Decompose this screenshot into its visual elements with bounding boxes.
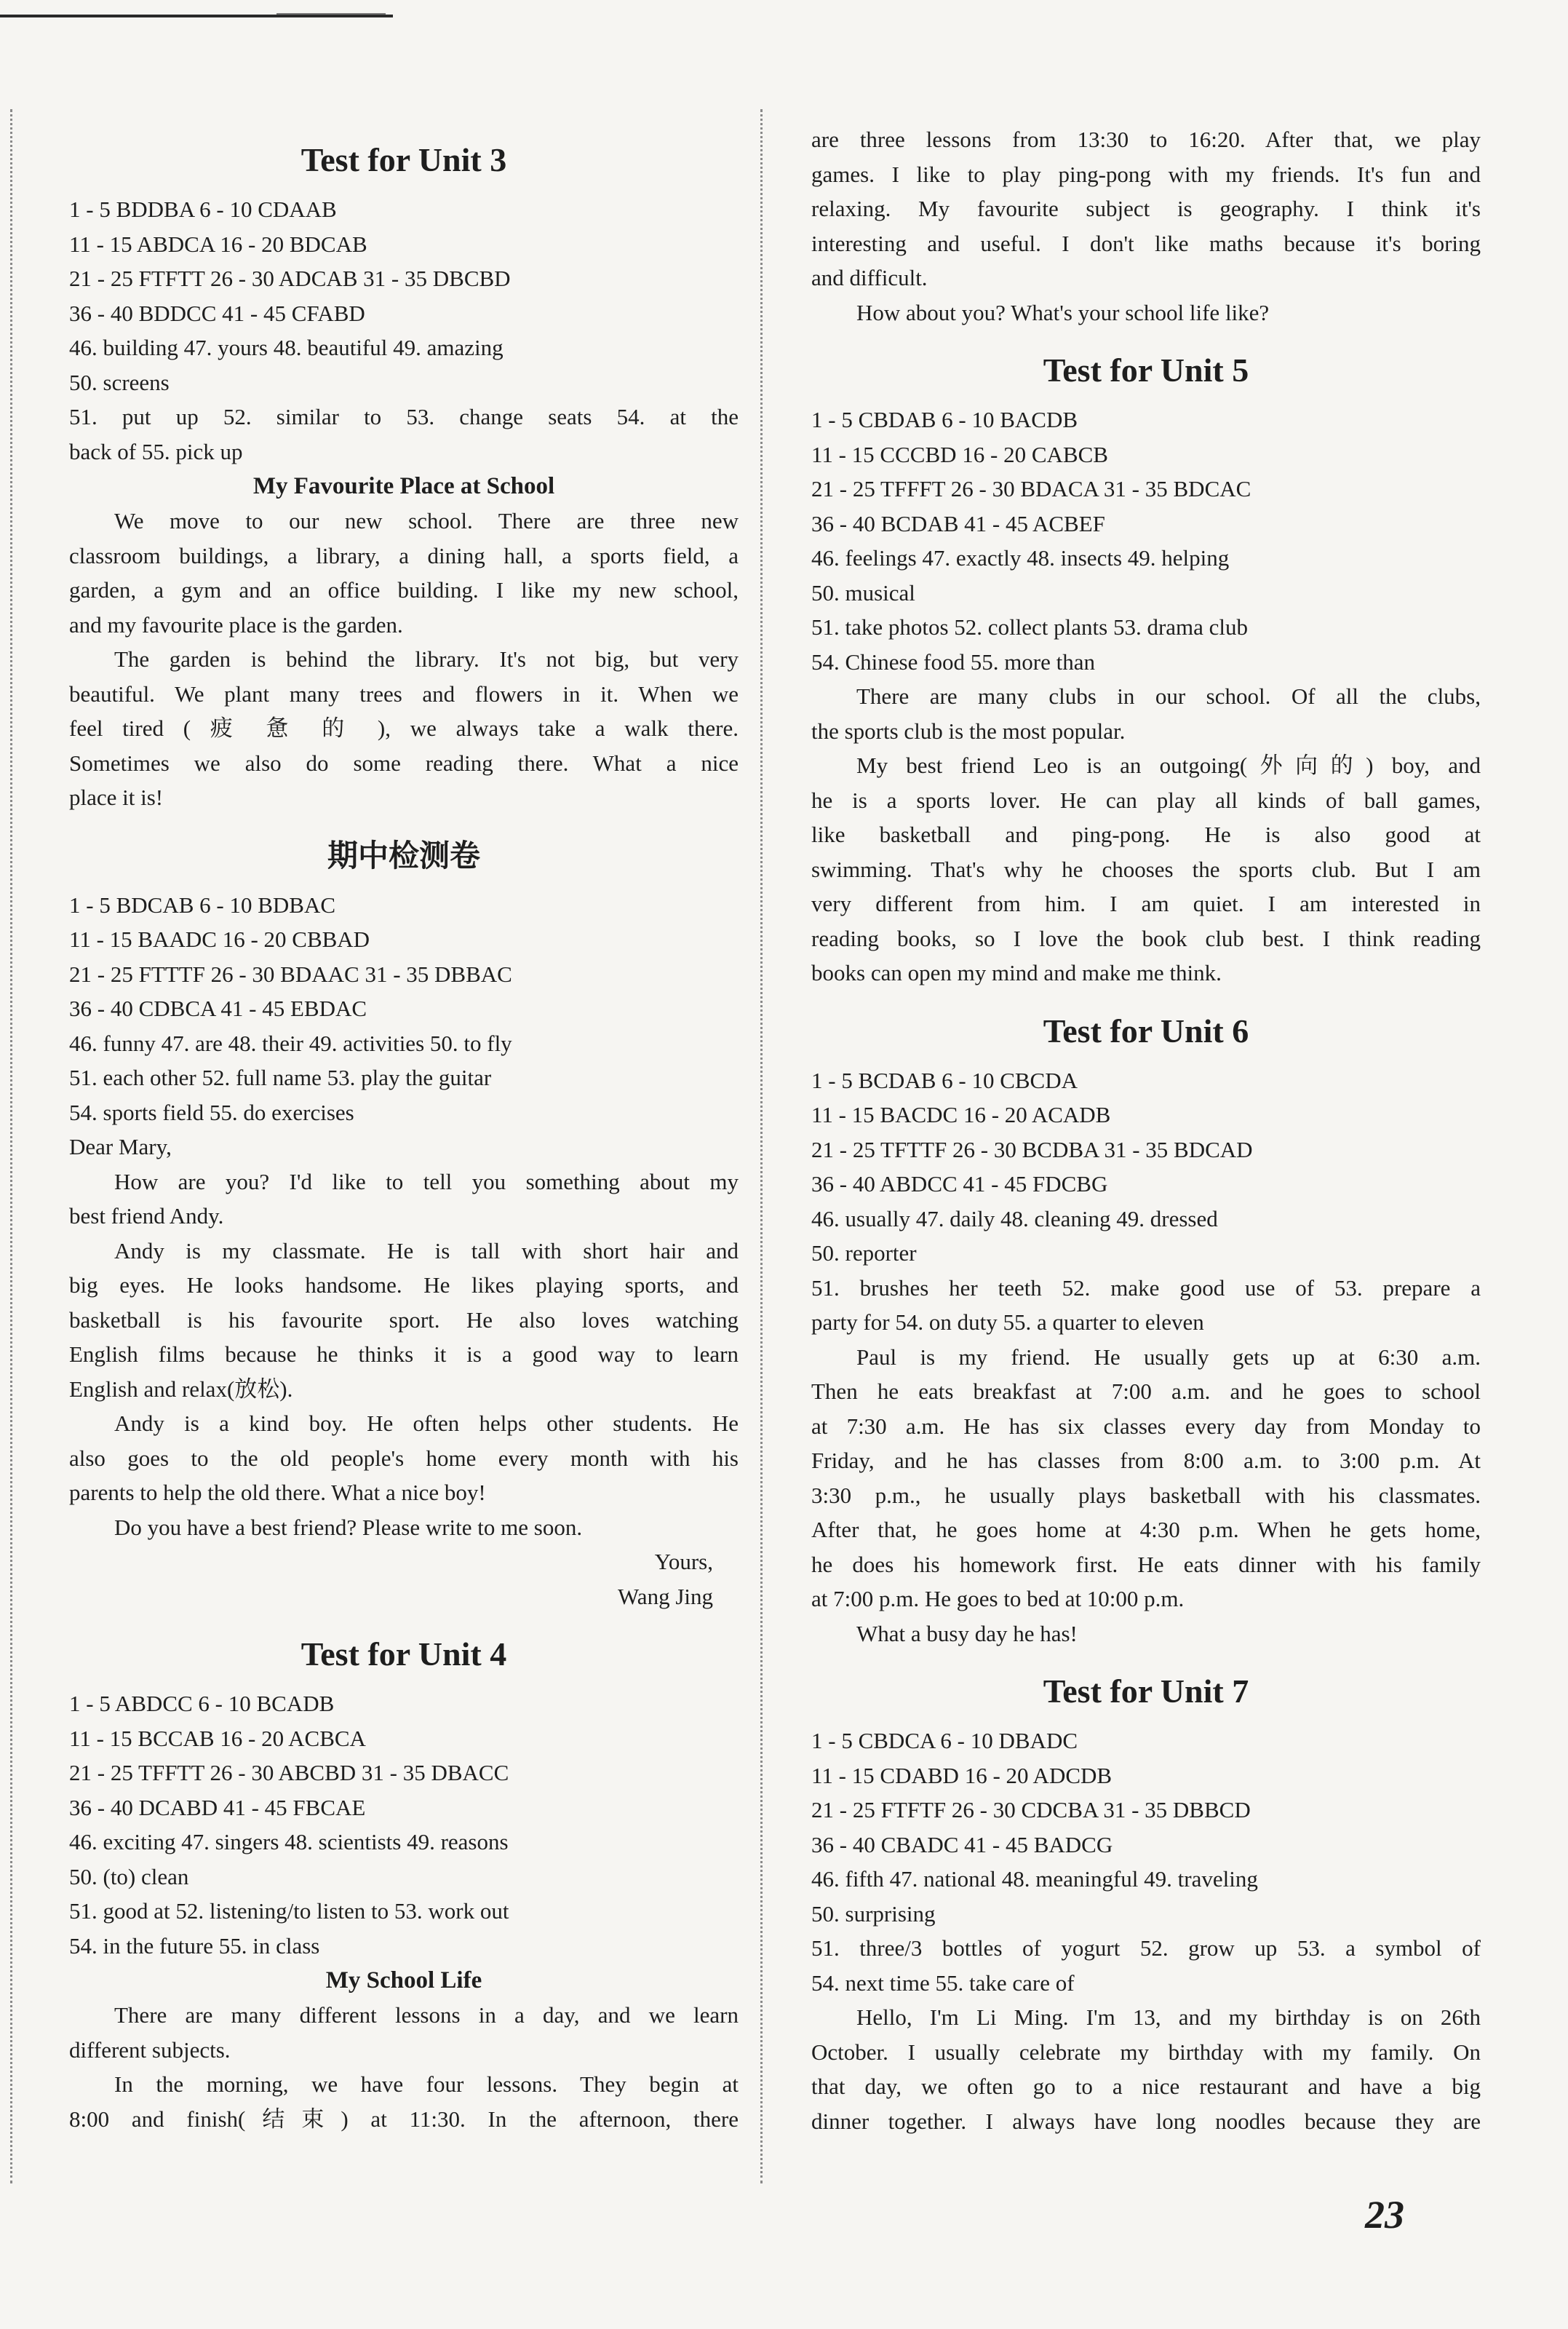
answer-line: 51. good at 52. listening/to listen to 53. work out <box>69 1898 509 1924</box>
essay-line: at 7:30 a.m. He has six classes every day from Monday to <box>811 1413 1481 1439</box>
answer-line: 36 - 40 BCDAB 41 - 45 ACBEF <box>811 510 1105 536</box>
essay-line: different subjects. <box>69 2036 231 2063</box>
answer-line: 51. take photos 52. collect plants 53. drama club <box>811 614 1249 640</box>
essay-line: the sports club is the most popular. <box>811 718 1126 744</box>
essay-line: English films because he thinks it is a good way to learn <box>69 1341 739 1367</box>
answer-line: 46. fifth 47. national 48. meaningful 49. traveling <box>811 1866 1258 1892</box>
header-rule <box>0 15 393 17</box>
essay-line: feel tired ( 疲 惫 的 ), we always take a walk there. <box>69 715 739 741</box>
essay-line: basketball is his favourite sport. He also loves watching <box>69 1306 739 1333</box>
answer-line: 50. (to) clean <box>69 1863 189 1889</box>
essay-line: My best friend Leo is an outgoing(外向的) boy, and <box>856 753 1481 778</box>
answer-line: 21 - 25 TFFTT 26 - 30 ABCBD 31 - 35 DBACC <box>69 1760 509 1785</box>
unit3-essay-title: My Favourite Place at School <box>252 473 555 499</box>
letter-signature: Wang Jing <box>618 1583 713 1609</box>
left-column <box>69 138 739 2136</box>
essay-line: that day, we often go to a nice restaurant and have a big <box>811 2074 1481 2099</box>
answer-line: 36 - 40 BDDCC 41 - 45 CFABD <box>69 300 365 326</box>
essay-line: like basketball and ping-pong. He is also good at <box>811 822 1481 847</box>
answer-line: 21 - 25 FTFTT 26 - 30 ADCAB 31 - 35 DBCBD <box>69 266 511 291</box>
essay-line: big eyes. He looks handsome. He likes playing sports, and <box>69 1272 739 1298</box>
essay-line: Sometimes we also do some reading there. What a nice <box>69 750 739 776</box>
essay-line: he does his homework first. He eats dinner with his family <box>811 1551 1481 1577</box>
essay-line: How about you? What's your school life like? <box>856 299 1270 325</box>
essay-line: games. I like to play ping-pong with my friends. It's fun and <box>811 161 1481 187</box>
essay-line: Friday, and he has classes from 8:00 a.m. to 3:00 p.m. At <box>811 1448 1481 1473</box>
answer-line: 36 - 40 CDBCA 41 - 45 EBDAC <box>69 996 367 1021</box>
essay-line: beautiful. We plant many trees and flowers in it. When we <box>69 681 739 707</box>
answer-line: 1 - 5 CBDAB 6 - 10 BACDB <box>811 407 1078 432</box>
answer-line: 50. reporter <box>811 1240 917 1266</box>
essay-line: Andy is my classmate. He is tall with short hair and <box>114 1237 739 1263</box>
essay-line: are three lessons from 13:30 to 16:20. After that, we play <box>811 127 1481 152</box>
essay-line: classroom buildings, a library, a dining hall, a sports field, a <box>69 542 739 568</box>
answer-line: 46. building 47. yours 48. beautiful 49. amazing <box>69 335 504 360</box>
essay-line: English and relax(放松). <box>69 1376 293 1402</box>
essay-line: best friend Andy. <box>69 1203 224 1229</box>
page-number: 23 <box>1365 2193 1404 2237</box>
essay-line: and difficult. <box>811 265 928 290</box>
essay-line: There are many different lessons in a day, and we learn <box>114 2002 739 2028</box>
answer-line: 54. next time 55. take care of <box>811 1969 1075 1996</box>
answer-line: 11 - 15 BAADC 16 - 20 CBBAD <box>69 927 370 952</box>
essay-line: Hello, I'm Li Ming. I'm 13, and my birthday is on 26th <box>856 2004 1481 2030</box>
letter-closing: Yours, <box>654 1549 713 1574</box>
essay-line: What a busy day he has! <box>856 1620 1078 1646</box>
column-divider-dotted-rule <box>760 109 763 2183</box>
answer-line: 51. three/3 bottles of yogurt 52. grow up 53. a symbol of <box>811 1935 1481 1961</box>
unit4-essay-title: My School Life <box>325 1967 482 1993</box>
essay-line: The garden is behind the library. It's not big, but very <box>114 646 739 672</box>
answer-line: 21 - 25 FTFTF 26 - 30 CDCBA 31 - 35 DBBCD <box>811 1797 1251 1822</box>
answer-line: 50. screens <box>69 369 170 395</box>
essay-line: swimming. That's why he chooses the sports club. But I am <box>811 856 1481 882</box>
essay-line: parents to help the old there. What a nice boy! <box>69 1480 486 1505</box>
essay-line: We move to our new school. There are three new <box>114 508 739 533</box>
answer-line: 1 - 5 BCDAB 6 - 10 CBCDA <box>811 1067 1078 1093</box>
answer-line: 21 - 25 FTTTF 26 - 30 BDAAC 31 - 35 DBBAC <box>69 961 512 987</box>
right-column <box>811 122 1481 2138</box>
answer-line: 1 - 5 BDCAB 6 - 10 BDBAC <box>69 892 336 918</box>
unit4-title: Test for Unit 4 <box>301 1635 507 1673</box>
essay-line: interesting and useful. I don't like maths because it's boring <box>811 230 1481 256</box>
answer-line: 51. each other 52. full name 53. play the guitar <box>69 1065 492 1090</box>
answer-line: 21 - 25 TFTTF 26 - 30 BCDBA 31 - 35 BDCAD <box>811 1136 1253 1162</box>
answer-line: 21 - 25 TFFFT 26 - 30 BDACA 31 - 35 BDCAC <box>811 476 1251 501</box>
essay-line: garden, a gym and an office building. I like my new school, <box>69 577 739 603</box>
essay-line: at 7:00 p.m. He goes to bed at 10:00 p.m. <box>811 1586 1185 1611</box>
answer-line: 11 - 15 CDABD 16 - 20 ADCDB <box>811 1762 1113 1788</box>
answer-line: 36 - 40 CBADC 41 - 45 BADCG <box>811 1831 1113 1857</box>
answer-line: 1 - 5 BDDBA 6 - 10 CDAAB <box>69 197 337 222</box>
essay-line: and my favourite place is the garden. <box>69 611 403 638</box>
answer-line: 11 - 15 CCCBD 16 - 20 CABCB <box>811 441 1108 467</box>
unit3-title: Test for Unit 3 <box>301 141 507 178</box>
essay-line: also goes to the old people's home every month with his <box>69 1445 739 1471</box>
essay-line: reading books, so I love the book club best. I think reading <box>811 925 1481 951</box>
essay-line: 8:00 and finish(结束) at 11:30. In the afternoon, there <box>69 2106 739 2132</box>
answer-line: 46. funny 47. are 48. their 49. activities 50. to fly <box>69 1030 512 1056</box>
answer-line: 50. surprising <box>811 1900 936 1927</box>
answer-line: 54. in the future 55. in class <box>69 1932 320 1959</box>
answer-line: back of 55. pick up <box>69 438 243 464</box>
answer-line: 1 - 5 ABDCC 6 - 10 BCADB <box>69 1691 335 1716</box>
essay-line: October. I usually celebrate my birthday with my family. On <box>811 2039 1481 2065</box>
left-margin-dotted-rule <box>10 109 12 2183</box>
essay-line: 3:30 p.m., he usually plays basketball with his classmates. <box>811 1482 1481 1508</box>
essay-line: In the morning, we have four lessons. They begin at <box>114 2071 739 2097</box>
essay-line: Andy is a kind boy. He often helps other students. He <box>114 1411 739 1436</box>
unit5-title: Test for Unit 5 <box>1043 352 1249 389</box>
answer-line: 50. musical <box>811 579 915 606</box>
unit6-title: Test for Unit 6 <box>1043 1012 1249 1050</box>
essay-line: dinner together. I always have long noodles because they are <box>811 2108 1481 2134</box>
essay-line: Paul is my friend. He usually gets up at 6:30 a.m. <box>856 1344 1481 1370</box>
essay-line: There are many clubs in our school. Of all the clubs, <box>856 683 1481 709</box>
answer-line: 46. usually 47. daily 48. cleaning 49. dressed <box>811 1205 1218 1231</box>
answer-line: 46. exciting 47. singers 48. scientists 49. reasons <box>69 1829 509 1854</box>
answer-line: 54. Chinese food 55. more than <box>811 648 1096 675</box>
answer-line: 11 - 15 ABDCA 16 - 20 BDCAB <box>69 231 367 257</box>
essay-line: Then he eats breakfast at 7:00 a.m. and he goes to school <box>811 1378 1481 1404</box>
letter-greeting: Dear Mary, <box>69 1134 172 1159</box>
answer-line: 51. put up 52. similar to 53. change seats 54. at the <box>69 404 739 429</box>
unit7-title: Test for Unit 7 <box>1043 1673 1249 1710</box>
midterm-title: 期中检测卷 <box>327 837 480 873</box>
essay-line: How are you? I'd like to tell you something about my <box>114 1168 739 1194</box>
answer-line: 11 - 15 BACDC 16 - 20 ACADB <box>811 1102 1111 1127</box>
answer-line: 46. feelings 47. exactly 48. insects 49. helping <box>811 545 1230 571</box>
essay-line: After that, he goes home at 4:30 p.m. When he gets home, <box>811 1517 1481 1542</box>
essay-line: place it is! <box>69 785 164 810</box>
answer-line: 36 - 40 DCABD 41 - 45 FBCAE <box>69 1794 366 1820</box>
essay-line: books can open my mind and make me think. <box>811 960 1222 985</box>
essay-line: very different from him. I am quiet. I am interested in <box>811 891 1481 916</box>
answer-line: 51. brushes her teeth 52. make good use of 53. prepare a <box>811 1274 1481 1301</box>
essay-line: Do you have a best friend? Please write to me soon. <box>114 1514 583 1540</box>
answer-line: 36 - 40 ABDCC 41 - 45 FDCBG <box>811 1171 1108 1197</box>
answer-line: party for 54. on duty 55. a quarter to eleven <box>811 1309 1204 1335</box>
header-rule-secondary <box>276 13 386 15</box>
answer-line: 54. sports field 55. do exercises <box>69 1099 354 1125</box>
essay-line: relaxing. My favourite subject is geography. I think it's <box>811 196 1481 221</box>
essay-line: he is a sports lover. He can play all kinds of ball games, <box>811 787 1481 813</box>
answer-line: 1 - 5 CBDCA 6 - 10 DBADC <box>811 1728 1078 1753</box>
answer-line: 11 - 15 BCCAB 16 - 20 ACBCA <box>69 1725 366 1751</box>
